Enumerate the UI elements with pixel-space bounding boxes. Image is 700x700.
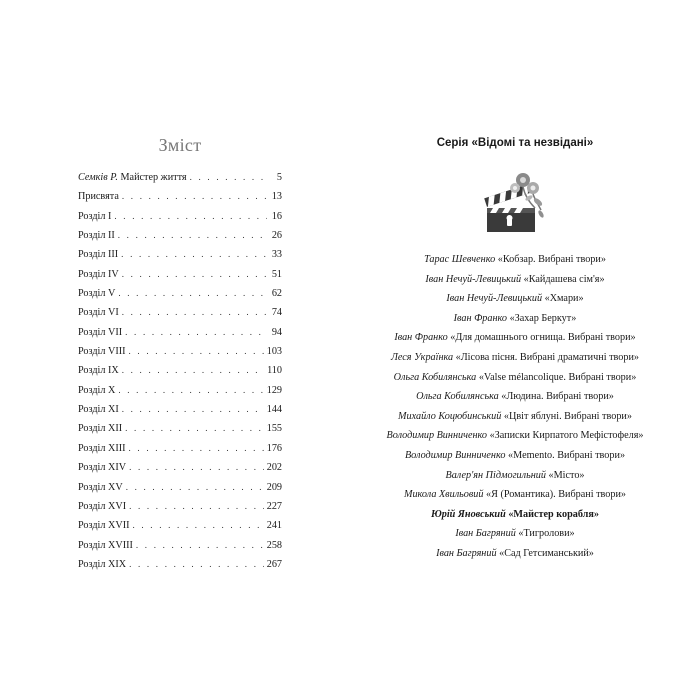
toc-entry-label (78, 265, 119, 284)
toc-dot-leader (114, 207, 267, 226)
toc-entry-text: Розділ I (78, 210, 112, 222)
toc-entry-label (78, 439, 126, 458)
book-author: Ольга Кобилянська (393, 371, 477, 383)
series-book (365, 466, 665, 486)
toc-entry-page: 209 (266, 481, 282, 493)
toc-entry-page: 74 (271, 307, 282, 319)
toc-entry-text: Розділ XII (78, 423, 123, 435)
toc-entry-label (78, 497, 126, 516)
toc-entry-label (78, 303, 119, 322)
toc-entry (78, 439, 282, 458)
toc-entry-text: Розділ XI (78, 404, 119, 416)
book-author: Іван Багряний (455, 528, 516, 540)
toc-entry-page: 155 (266, 423, 282, 435)
toc-entry-page: 33 (271, 249, 282, 261)
toc-entry-label (78, 516, 130, 535)
toc-dot-leader (129, 439, 264, 458)
series-list (365, 134, 665, 564)
book-author: Іван Франко (394, 332, 448, 344)
toc-entry-page: 227 (266, 500, 282, 512)
book-author: Юрій Яновський (431, 508, 506, 520)
book-title: «Захар Беркут» (507, 312, 577, 324)
book-author: Ольга Кобилянська (416, 391, 499, 403)
toc-entry-label (78, 381, 115, 400)
toc-entry-label (78, 419, 122, 438)
toc-entry-page: 176 (266, 442, 282, 454)
toc-entry-text: Розділ IV (78, 268, 119, 280)
toc-entry-page: 144 (266, 404, 282, 416)
toc-entry-page: 202 (266, 462, 282, 474)
toc-list (78, 168, 282, 574)
series-book (365, 270, 665, 290)
toc-entry-page: 13 (271, 191, 282, 203)
book-author: Іван Нечуй-Левицький (446, 293, 543, 305)
toc-entry-text: Розділ IX (78, 365, 119, 377)
toc-entry-page: 241 (266, 520, 282, 532)
toc-dot-leader (125, 419, 264, 438)
toc-entry (78, 323, 282, 342)
toc-entry-page: 51 (271, 268, 282, 280)
toc-entry (78, 478, 282, 497)
toc-entry-text: Майстер життя (117, 172, 187, 183)
book-title: «Memento. Вибрані твори» (505, 449, 626, 461)
toc-entry-page: 110 (267, 365, 282, 377)
toc-entry-label (78, 168, 187, 187)
series-book (365, 505, 665, 525)
series-book (365, 348, 665, 368)
book-title: «Майстер корабля» (505, 508, 599, 520)
book-title: «Лісова пісня. Вибрані драматичні твори» (453, 351, 639, 363)
toc-entry (78, 361, 282, 380)
book-title: «Записки Кирпатого Мефістофеля» (487, 430, 644, 442)
toc-dot-leader (133, 516, 264, 535)
toc-entry-label (78, 342, 126, 361)
series-book (365, 407, 665, 427)
toc-entry-text: Розділ XIV (78, 462, 127, 474)
toc-dot-leader (121, 245, 267, 264)
book-author: Валер'ян Підмогильний (445, 469, 546, 481)
series-book (365, 368, 665, 388)
toc-dot-leader (122, 400, 264, 419)
toc-entry (78, 303, 282, 322)
book-title: «Кайдашева сім'я» (521, 273, 605, 285)
toc-entry-text: Розділ XIII (78, 442, 126, 454)
toc-dot-leader (122, 187, 267, 206)
book-list (365, 250, 665, 564)
toc-dot-leader (122, 361, 264, 380)
table-of-contents (78, 134, 282, 574)
book-author: Володимир Винниченко (386, 430, 488, 442)
toc-entry-page: 103 (266, 346, 282, 358)
toc-dot-leader (125, 323, 267, 342)
toc-dot-leader (126, 478, 264, 497)
toc-entry-label (78, 187, 119, 206)
toc-entry-label (78, 323, 122, 342)
series-book (365, 485, 665, 505)
toc-entry (78, 400, 282, 419)
toc-entry-author: Семків Р. (78, 172, 118, 183)
toc-entry-label (78, 207, 111, 226)
toc-entry-text: Розділ V (78, 288, 116, 300)
toc-entry (78, 226, 282, 245)
book-title: «Сад Гетсиманський» (496, 547, 594, 559)
toc-entry-text: Розділ VII (78, 326, 123, 338)
toc-entry-label (78, 284, 115, 303)
series-book (365, 309, 665, 329)
toc-entry (78, 342, 282, 361)
toc-dot-leader (118, 226, 267, 245)
series-book (365, 446, 665, 466)
toc-entry (78, 458, 282, 477)
toc-entry-page: 258 (266, 539, 282, 551)
toc-dot-leader (122, 265, 267, 284)
book-title: «Тигролови» (515, 528, 575, 540)
toc-entry-text: Розділ VI (78, 307, 119, 319)
toc-entry-page: 129 (266, 384, 282, 396)
book-title: «Місто» (545, 469, 585, 481)
toc-entry (78, 284, 282, 303)
toc-entry-text: Розділ III (78, 249, 119, 261)
toc-entry (78, 516, 282, 535)
toc-entry-label (78, 400, 119, 419)
film-clapperboard-icon (483, 166, 547, 236)
book-title: «Кобзар. Вибрані твори» (495, 254, 606, 265)
series-book (365, 328, 665, 348)
toc-entry (78, 168, 282, 187)
toc-entry-label (78, 245, 118, 264)
book-author: Леся Українка (390, 351, 454, 363)
book-title: «Цвіт яблуні. Вибрані твори» (501, 410, 632, 422)
series-book (365, 387, 665, 407)
toc-entry-page: 5 (276, 172, 282, 183)
toc-entry-text: Розділ II (78, 230, 115, 242)
toc-dot-leader (129, 497, 264, 516)
toc-entry-label (78, 226, 115, 245)
toc-entry (78, 381, 282, 400)
toc-dot-leader (190, 168, 267, 187)
toc-entry (78, 536, 282, 555)
toc-entry-text: Розділ XVIII (78, 539, 133, 551)
book-title: «Хмари» (542, 293, 584, 305)
toc-entry-text: Розділ VIII (78, 346, 126, 358)
toc-entry-label (78, 478, 123, 497)
book-title: «Для домашнього огнища. Вибрані твори» (447, 332, 636, 344)
series-book (365, 250, 665, 270)
toc-dot-leader (118, 381, 263, 400)
toc-entry-page: 26 (271, 230, 282, 242)
toc-entry-text: Присвята (78, 191, 119, 203)
book-author: Іван Франко (453, 312, 508, 324)
toc-entry (78, 207, 282, 226)
toc-dot-leader (118, 284, 267, 303)
series-book (365, 426, 665, 446)
toc-entry (78, 187, 282, 206)
book-author: Іван Нечуй-Левицький (425, 273, 522, 285)
toc-entry-text: Розділ XVII (78, 520, 130, 532)
toc-title: Зміст (158, 135, 202, 155)
toc-entry-text: Розділ XVI (78, 500, 127, 512)
toc-entry-label (78, 361, 119, 380)
toc-entry-label (78, 536, 133, 555)
series-book (365, 289, 665, 309)
book-author: Микола Хвильовий (403, 489, 484, 501)
toc-entry-page: 16 (271, 210, 282, 222)
toc-entry-page: 94 (271, 326, 282, 338)
toc-entry-text: Розділ XV (78, 481, 123, 493)
book-title: «Людина. Вибрані твори» (498, 391, 614, 403)
toc-dot-leader (129, 555, 264, 574)
toc-entry (78, 555, 282, 574)
toc-entry-page: 62 (271, 288, 282, 300)
toc-dot-leader (122, 303, 267, 322)
toc-entry (78, 265, 282, 284)
toc-entry-text: Розділ XIX (78, 558, 127, 570)
series-book (365, 524, 665, 544)
toc-entry-text: Розділ X (78, 384, 116, 396)
book-title: «Я (Романтика). Вибрані твори» (483, 489, 627, 501)
book-title: «Valse mélancolique. Вибрані твори» (476, 371, 637, 383)
book-author: Михайло Коцюбинський (398, 410, 502, 422)
toc-dot-leader (136, 536, 264, 555)
toc-entry (78, 245, 282, 264)
book-author: Тарас Шевченко (424, 254, 496, 265)
toc-entry-label (78, 458, 126, 477)
toc-entry-label (78, 555, 126, 574)
toc-entry (78, 419, 282, 438)
toc-dot-leader (129, 458, 264, 477)
series-title: Серія «Відомі та незвідані» (436, 137, 594, 149)
book-author: Іван Багряний (436, 547, 497, 559)
book-author: Володимир Винниченко (404, 449, 506, 461)
toc-entry-page: 267 (266, 558, 282, 570)
toc-dot-leader (129, 342, 264, 361)
series-book (365, 544, 665, 564)
toc-entry (78, 497, 282, 516)
